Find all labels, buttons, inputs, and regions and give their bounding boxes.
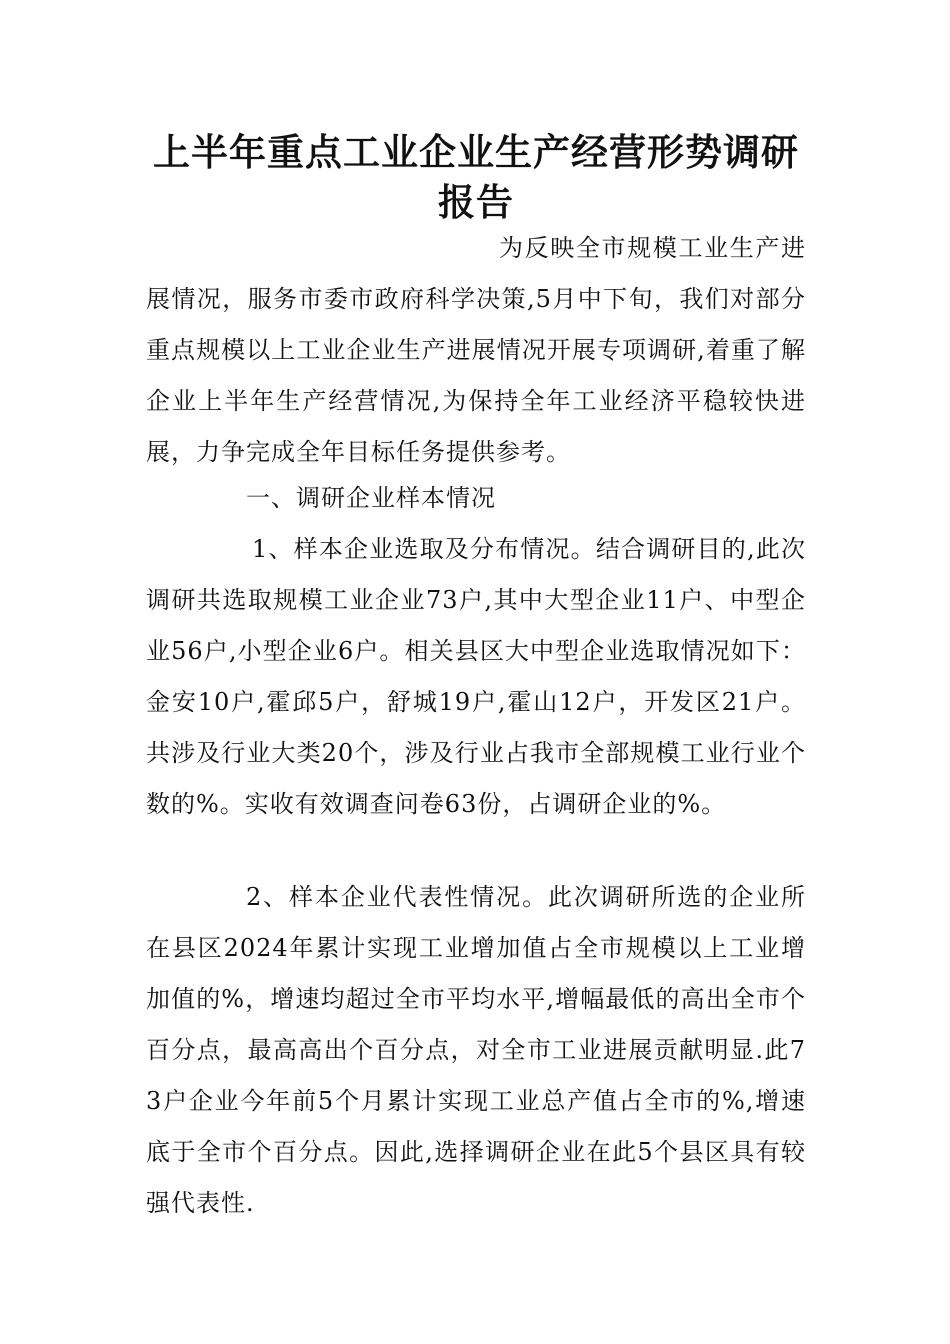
sample-selection-paragraph: 1、样本企业选取及分布情况。结合调研目的,此次调研共选取规模工业企业73户,其中大型企业11户、中型企业56户,小型企业6户。相关县区大中型企业选取情况如下：金安10户,霍邱5户，舒城19户,霍山12户，开发区21户。共涉及行业大类20个，涉及行业占我市全部规模工业行业个数的%。实收有效调查问卷63份，占调研企业的%。 <box>146 535 806 818</box>
intro-paragraph: 为反映全市规模工业生产进展情况，服务市委市政府科学决策,5月中下旬，我们对部分重点规模以上工业企业生产进展情况开展专项调研,着重了解企业上半年生产经营情况,为保持全年工业经济平稳较快进展，力争完成全年目标任务提供参考。 <box>146 234 806 466</box>
sample-representativeness-paragraph: 2、样本企业代表性情况。此次调研所选的企业所在县区2024年累计实现工业增加值占全市规模以上工业增加值的%，增速均超过全市平均水平,增幅最低的高出全市个百分点，最高高出个百分点，对全市工业进展贡献明显.此73户企业今年前5个月累计实现工业总产值占全市的%,增速底于全市个百分点。因此,选择调研企业在此5个县区具有较强代表性. <box>146 883 806 1217</box>
section-heading-sample: 一、调研企业样本情况 <box>246 484 496 512</box>
document-title: 上半年重点工业企业生产经营形势调研报告 <box>153 131 799 224</box>
